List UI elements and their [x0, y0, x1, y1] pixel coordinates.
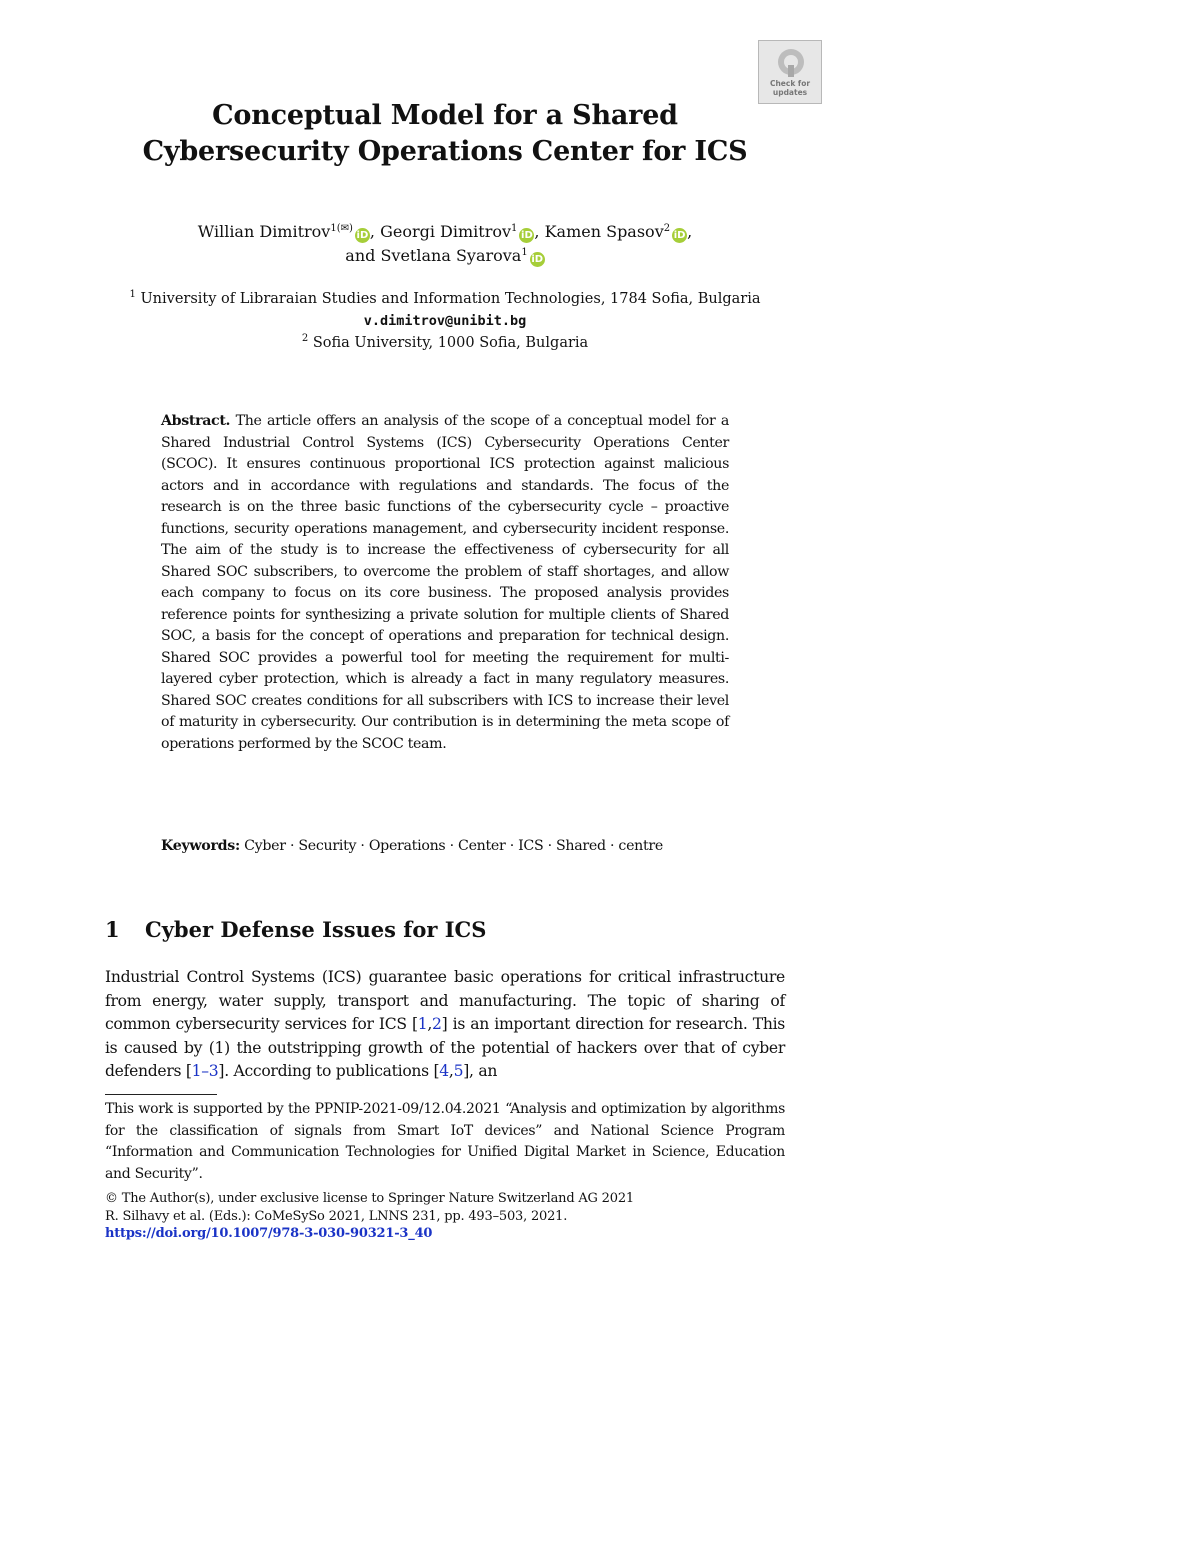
title-line-2: Cybersecurity Operations Center for ICS	[142, 136, 748, 167]
author-name[interactable]: Svetlana Syarova	[380, 246, 522, 265]
orcid-icon[interactable]: iD	[521, 230, 533, 241]
citation-link[interactable]: 2	[432, 1015, 442, 1033]
body-text: ], an	[463, 1062, 498, 1080]
email-address[interactable]: v.dimitrov@unibit.bg	[363, 313, 527, 329]
author-name[interactable]: Kamen Spasov	[544, 222, 664, 241]
affiliations	[100, 288, 790, 354]
body-paragraph	[105, 966, 785, 1084]
affiliation-text: Sofia University, 1000 Sofia, Bulgaria	[312, 335, 589, 351]
section-number: 1	[105, 917, 120, 942]
affiliation-2	[100, 332, 790, 354]
citation-line: R. Silhavy et al. (Eds.): CoMeSySo 2021, LNNS 231, pp. 493–503, 2021.	[105, 1208, 568, 1224]
body-text: ]. According to publications [	[218, 1062, 440, 1080]
funding-footnote: This work is supported by the PPNIP-2021-09/12.04.2021 “Analysis and optimization by algorithms for the classification of signals from Smart IoT devices” and National Science Program “Information and Communication Technologies for Unified Digital Market in Science, Education and Security”.	[105, 1101, 785, 1182]
citation-comma: ,	[427, 1015, 433, 1033]
body-text: Industrial Control Systems (ICS) guarantee basic operations for critical infrastructure from energy, water supply, transport and manufacturing. The topic of sharing of common cybersecurity services for ICS [	[105, 968, 785, 1033]
author-superscript: 2	[663, 223, 671, 234]
citation-link[interactable]: 1–3	[191, 1062, 219, 1080]
affiliation-number: 2	[301, 333, 309, 344]
copyright-block	[105, 1190, 785, 1243]
author-and: and	[345, 246, 381, 265]
author-email[interactable]	[100, 310, 790, 332]
orcid-icon[interactable]: iD	[531, 254, 544, 265]
section-title: Cyber Defense Issues for ICS	[145, 917, 487, 942]
author-separator: ,	[369, 222, 381, 241]
author-list	[100, 220, 790, 268]
keywords-label: Keywords:	[161, 838, 240, 854]
crossmark-icon	[774, 47, 808, 79]
keywords-text: Cyber · Security · Operations · Center · ICS · Shared · centre	[244, 838, 663, 854]
body-text: ] is an important direction for research. This is caused by (1) the outstripping growth of the potential of hackers over that of cyber defenders [	[105, 1015, 785, 1080]
author-separator: ,	[687, 222, 693, 241]
citation-link[interactable]: 5	[453, 1062, 464, 1080]
author-superscript: 1	[521, 247, 528, 258]
title-line-1: Conceptual Model for a Shared	[212, 100, 678, 131]
citation-link[interactable]: 4	[439, 1062, 449, 1080]
affiliation-text: University of Libraraian Studies and Information Technologies, 1784 Sofia, Bulgaria	[140, 291, 761, 307]
abstract-label: Abstract.	[161, 413, 231, 429]
paper-title	[100, 98, 790, 170]
doi-link[interactable]: https://doi.org/10.1007/978-3-030-90321-3_40	[105, 1226, 433, 1241]
affiliation-1	[100, 288, 790, 310]
affiliation-number: 1	[129, 289, 136, 300]
section-heading	[105, 915, 486, 945]
footnote-divider	[105, 1094, 217, 1095]
check-for-updates-label: Check for updates	[769, 79, 811, 97]
keywords	[161, 836, 729, 858]
orcid-icon[interactable]: iD	[673, 230, 686, 241]
author-name[interactable]: Willian Dimitrov	[197, 222, 331, 241]
author-line-1	[100, 220, 790, 244]
author-name[interactable]: Georgi Dimitrov	[380, 222, 512, 241]
orcid-icon[interactable]: iD	[356, 230, 369, 241]
copyright-line: © The Author(s), under exclusive license to Springer Nature Switzerland AG 2021	[105, 1191, 634, 1206]
check-for-updates-badge[interactable]	[758, 40, 822, 104]
author-separator: ,	[534, 222, 545, 241]
abstract-text: The article offers an analysis of the scope of a conceptual model for a Shared Industrial Control Systems (ICS) Cybersecurity Operations Center (SCOC). It ensures continuous proportional ICS protection against malicious actors and in accordance with regulations and standards. The focus of the research is on the three basic functions of the cybersecurity cycle – proactive functions, security operations management, and cybersecurity incident response. The aim of the study is to increase the effectiveness of cybersecurity for all Shared SOC subscribers, to overcome the problem of staff shortages, and allow each company to focus on its core business. The proposed analysis provides reference points for synthesizing a private solution for multiple clients of Shared SOC, a basis for the concept of operations and preparation for technical design. Shared SOC provides a powerful tool for meeting the requirement for multi-layered cyber protection, which is already a fact in many regulatory measures. Shared SOC creates conditions for all subscribers with ICS to increase their level of maturity in cybersecurity. Our contribution is in determining the meta scope of operations performed by the SCOC team.	[161, 413, 729, 752]
citation-comma: ,	[448, 1062, 454, 1080]
author-line-2	[100, 244, 790, 268]
author-superscript: 1(✉)	[330, 223, 353, 234]
citation-link[interactable]: 1	[417, 1015, 428, 1033]
author-superscript: 1	[511, 223, 518, 234]
abstract	[161, 411, 729, 755]
